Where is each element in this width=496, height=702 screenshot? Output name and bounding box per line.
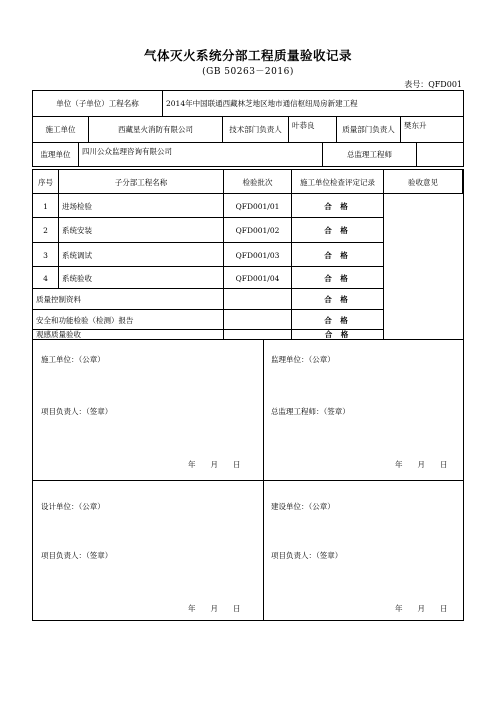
- info-section: [32, 90, 464, 167]
- row-3-batch: QFD001/03: [224, 243, 292, 267]
- header-check-record: 施工单位检查评定记录: [292, 170, 384, 194]
- row-1-result: 合 格: [292, 194, 384, 218]
- standard-code: (GB 50263－2016): [202, 67, 294, 77]
- construction-unit-value: 西藏星火消防有限公司: [89, 117, 223, 142]
- supervision-unit-value: 四川公众监理咨询有限公司: [79, 143, 323, 166]
- tech-lead-value: 叶恭良: [289, 117, 337, 142]
- safety-report-result: 合 格: [292, 310, 384, 330]
- construction-project-leader-sign: 项目负责人：（签章）: [41, 407, 113, 416]
- design-date: 年 月 日: [188, 604, 241, 613]
- owner-date: 年 月 日: [395, 604, 448, 613]
- row-1-name: 进场检验: [59, 194, 224, 218]
- row-3-name: 系统调试: [59, 243, 224, 267]
- signature-block-2: [32, 481, 464, 621]
- chief-supervisor-label: 总监理工程师: [323, 143, 417, 166]
- row-1-no: 1: [33, 194, 59, 218]
- row-3-no: 3: [33, 243, 59, 267]
- unit-project-value: 2014年中国联通西藏林芝地区地市通信枢纽局房新建工程: [166, 99, 358, 108]
- appearance-result: 合 格: [324, 330, 352, 339]
- header-opinion: 验收意见: [384, 170, 463, 194]
- row-4-no: 4: [33, 267, 59, 289]
- signature-block-1: [32, 340, 464, 481]
- row-2-name: 系统安装: [59, 218, 224, 243]
- supervision-date: 年 月 日: [395, 460, 448, 469]
- form-number: 表号：QFD001: [404, 80, 462, 89]
- construction-date: 年 月 日: [188, 460, 241, 469]
- quality-lead-label: 质量部门负责人: [337, 117, 401, 142]
- design-unit-seal: 设计单位：（公章）: [41, 502, 105, 511]
- row-4-result: 合 格: [292, 267, 384, 289]
- tech-lead-label: 技术部门负责人: [223, 117, 289, 142]
- design-project-leader-sign: 项目负责人：（签章）: [41, 551, 113, 560]
- construction-unit-label: 施工单位: [33, 117, 89, 142]
- quality-control-name: 质量控制资料: [33, 289, 224, 310]
- row-2-no: 2: [33, 218, 59, 243]
- appearance-name: 观感质量验收: [33, 330, 224, 339]
- supervision-unit-label: 监理单位: [33, 143, 79, 166]
- owner-unit-seal: 建设单位：（公章）: [271, 502, 335, 511]
- row-4-name: 系统验收: [59, 267, 224, 289]
- header-batch: 检验批次: [224, 170, 292, 194]
- construction-unit-seal: 施工单位：（公章）: [41, 355, 105, 364]
- chief-supervisor-sign: 总监理工程师：（签章）: [271, 407, 350, 416]
- row-3-result: 合 格: [292, 243, 384, 267]
- row-2-batch: QFD001/02: [224, 218, 292, 243]
- inspection-table: [32, 169, 464, 340]
- safety-report-name: 安全和功能检验（检测）报告: [33, 310, 224, 330]
- row-4-batch: QFD001/04: [224, 267, 292, 289]
- row-2-result: 合 格: [292, 218, 384, 243]
- quality-control-result: 合 格: [292, 289, 384, 310]
- chief-supervisor-value: [417, 143, 463, 166]
- supervision-unit-seal: 监理单位：（公章）: [271, 355, 335, 364]
- owner-project-leader-sign: 项目负责人：（签章）: [271, 551, 343, 560]
- row-1-batch: QFD001/01: [224, 194, 292, 218]
- header-no: 序号: [33, 170, 59, 194]
- form-title: 气体灭火系统分部工程质量验收记录: [143, 48, 352, 63]
- quality-lead-value: 樊东升: [404, 121, 427, 130]
- header-sub-project: 子分部工程名称: [59, 170, 224, 194]
- unit-project-label: 单位（子单位）工程名称: [33, 91, 163, 116]
